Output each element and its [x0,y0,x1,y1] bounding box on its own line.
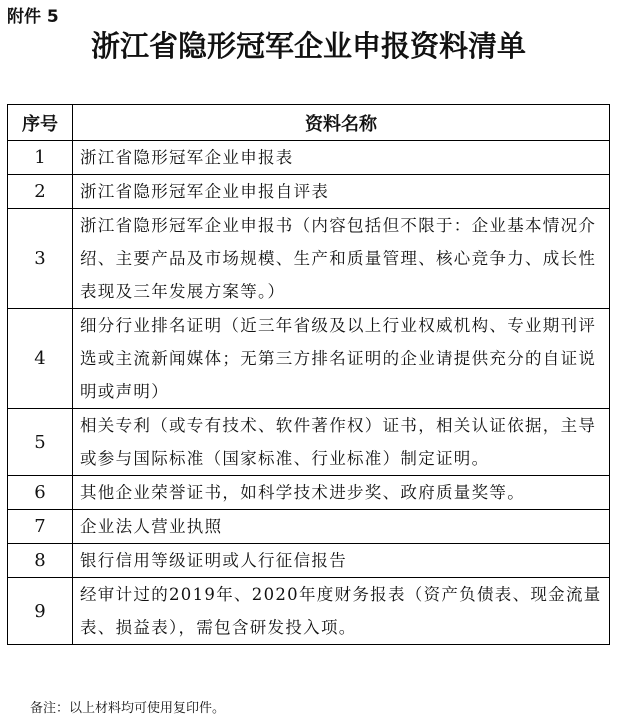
column-header-no: 序号 [8,105,73,141]
table-row [8,544,610,578]
page-title: 浙江省隐形冠军企业申报资料清单 [90,29,526,63]
table-row [8,309,610,409]
table-row [8,409,610,476]
column-header-name: 资料名称 [73,105,610,141]
material-name: 浙江省隐形冠军企业申报自评表 [73,175,610,209]
table-row [8,510,610,544]
material-name: 银行信用等级证明或人行征信报告 [73,544,610,578]
row-number: 9 [8,578,73,645]
row-number: 6 [8,476,73,510]
row-number: 5 [8,409,73,476]
material-name: 经审计过的2019年、2020年度财务报表（资产负债表、现金流量表、损益表），需包含研发投入项。 [73,578,610,645]
material-name: 浙江省隐形冠军企业申报书（内容包括但不限于：企业基本情况介绍、主要产品及市场规模、生产和质量管理、核心竞争力、成长性表现及三年发展方案等。） [73,209,610,309]
material-name: 浙江省隐形冠军企业申报表 [73,141,610,175]
table-row [8,175,610,209]
material-name: 其他企业荣誉证书，如科学技术进步奖、政府质量奖等。 [73,476,610,510]
row-number: 3 [8,209,73,309]
row-number: 7 [8,510,73,544]
material-name: 细分行业排名证明（近三年省级及以上行业权威机构、专业期刊评选或主流新闻媒体；无第三方排名证明的企业请提供充分的自证说明或声明） [73,309,610,409]
footnote: 备注：以上材料均可使用复印件。 [30,701,226,716]
table-row [8,209,610,309]
row-number: 8 [8,544,73,578]
table-row [8,578,610,645]
row-number: 2 [8,175,73,209]
table-row [8,141,610,175]
row-number: 1 [8,141,73,175]
row-number: 4 [8,309,73,409]
attachment-label: 附件 5 [7,7,59,27]
table-header-row [8,105,610,141]
materials-table [7,104,610,645]
material-name: 相关专利（或专有技术、软件著作权）证书，相关认证依据，主导或参与国际标准（国家标准、行业标准）制定证明。 [73,409,610,476]
table-row [8,476,610,510]
material-name: 企业法人营业执照 [73,510,610,544]
